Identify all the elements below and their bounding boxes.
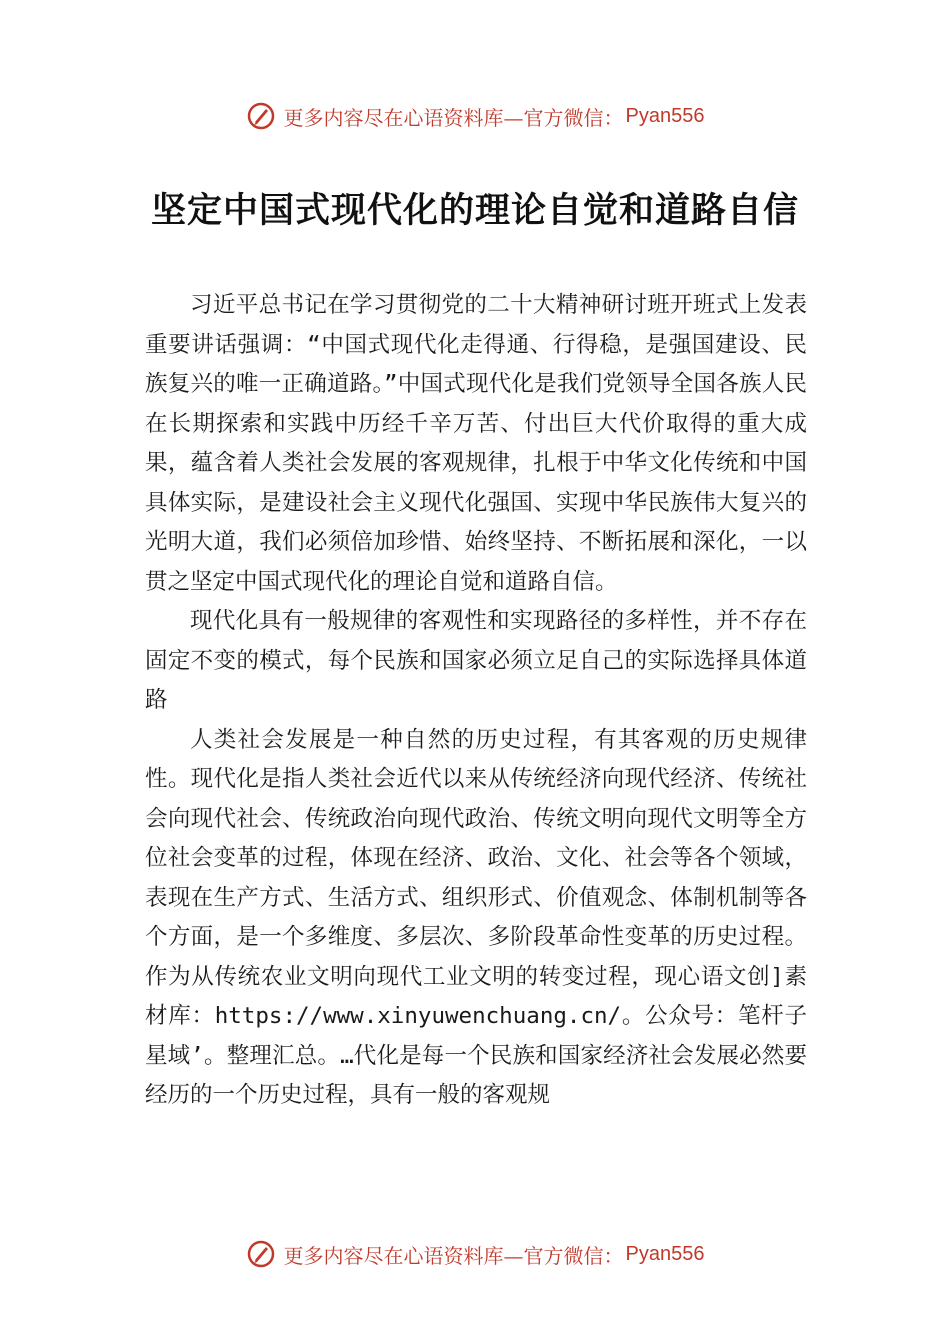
paragraph-1: 习近平总书记在学习贯彻党的二十大精神研讨班开班式上发表重要讲话强调：“中国式现代化走得通、行得稳，是强国建设、民族复兴的唯一正确道路。”中国式现代化是我们党领导全国各族人民在长期探索和实践中历经千辛万苦、付出巨大代价取得的重大成果，蕴含着人类社会发展的客观规律，扎根于中华文化传统和中国具体实际，是建设社会主义现代化强国、实现中华民族伟大复兴的光明大道，我们必须倍加珍惜、始终坚持、不断拓展和深化，一以贯之坚定中国式现代化的理论自觉和道路自信。 — [145, 292, 807, 595]
header-banner — [0, 96, 950, 136]
logo-icon — [246, 1239, 276, 1269]
banner-text: 更多内容尽在心语资料库—官方微信： — [283, 1243, 624, 1268]
banner-wechat-id: Pyan556 — [625, 1242, 705, 1265]
page-title: 坚定中国式现代化的理论自觉和道路自信 — [150, 190, 799, 231]
logo-icon — [246, 101, 276, 131]
banner-wechat-id: Pyan556 — [625, 104, 705, 127]
paragraph-3: 人类社会发展是一种自然的历史过程，有其客观的历史规律性。现代化是指人类社会近代以来从传统经济向现代经济、传统社会向现代社会、传统政治向现代政治、传统文明向现代文明等全方位社会变革的过程，体现在经济、政治、文化、社会等各个领域，表现在生产方式、生活方式、组织形式、价值观念、体制机制等各个方面，是一个多维度、多层次、多阶段革命性变革的历史过程。作为从传统农业文明向现代工业文明的转变过程，现心语文创]素材库：https://www.xinyuwenchuang.cn/。公众号：笔杆子星域’。整理汇总。…代化是每一个民族和国家经济社会发展必然要经历的一个历史过程，具有一般的客观规 — [145, 726, 807, 1108]
footer-banner — [0, 1234, 950, 1274]
banner-text: 更多内容尽在心语资料库—官方微信： — [283, 105, 624, 130]
article-body — [145, 286, 807, 1116]
paragraph-2: 现代化具有一般规律的客观性和实现路径的多样性，并不存在固定不变的模式，每个民族和国家必须立足自己的实际选择具体道路 — [145, 608, 807, 713]
